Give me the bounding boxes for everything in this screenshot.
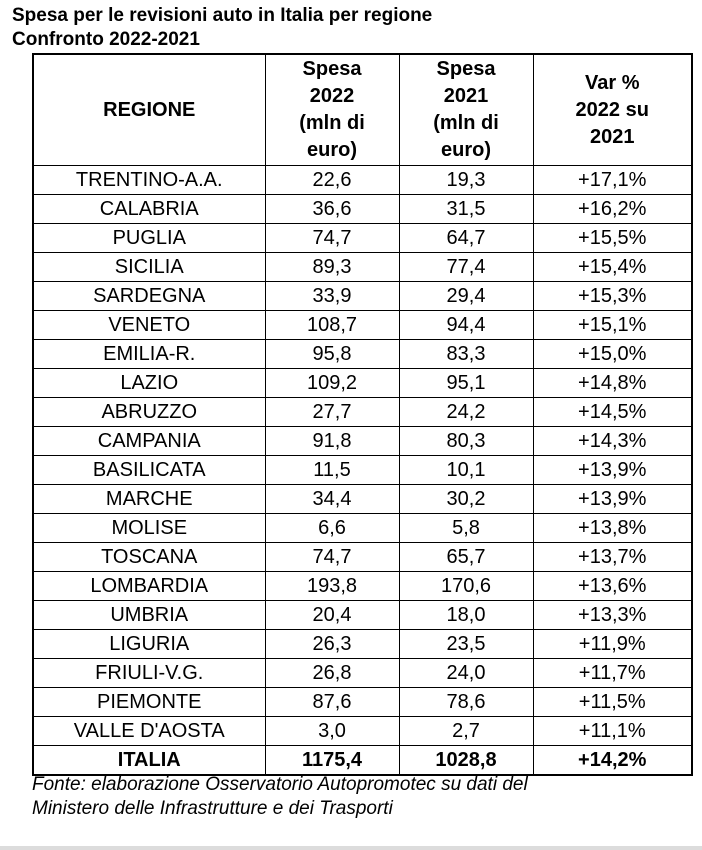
cell-spesa-2022: 91,8 xyxy=(265,427,399,456)
cell-spesa-2021: 94,4 xyxy=(399,311,533,340)
cell-spesa-2021: 65,7 xyxy=(399,543,533,572)
cell-var: +13,6% xyxy=(533,572,692,601)
table-row xyxy=(33,311,692,340)
cell-var: +15,4% xyxy=(533,253,692,282)
header-regione: REGIONE xyxy=(33,54,265,166)
cell-regione: LIGURIA xyxy=(33,630,265,659)
cell-spesa-2022: 11,5 xyxy=(265,456,399,485)
cell-var: +14,5% xyxy=(533,398,692,427)
cell-regione: SICILIA xyxy=(33,253,265,282)
cell-spesa-2021: 170,6 xyxy=(399,572,533,601)
cell-regione: TRENTINO-A.A. xyxy=(33,166,265,195)
table-row xyxy=(33,340,692,369)
cell-regione: UMBRIA xyxy=(33,601,265,630)
cell-spesa-2022: 87,6 xyxy=(265,688,399,717)
cell-spesa-2021: 5,8 xyxy=(399,514,533,543)
cell-spesa-2021: 24,0 xyxy=(399,659,533,688)
table-row xyxy=(33,456,692,485)
total-cell-var: +14,2% xyxy=(533,746,692,776)
table-row xyxy=(33,659,692,688)
cell-var: +16,2% xyxy=(533,195,692,224)
table-row xyxy=(33,601,692,630)
table-row xyxy=(33,398,692,427)
source-note xyxy=(32,773,528,821)
title-line-2: Confronto 2022-2021 xyxy=(12,29,200,50)
cell-var: +14,8% xyxy=(533,369,692,398)
cell-spesa-2021: 95,1 xyxy=(399,369,533,398)
cell-regione: CAMPANIA xyxy=(33,427,265,456)
cell-spesa-2021: 30,2 xyxy=(399,485,533,514)
table-row xyxy=(33,485,692,514)
cell-var: +17,1% xyxy=(533,166,692,195)
table-row xyxy=(33,630,692,659)
cell-var: +11,5% xyxy=(533,688,692,717)
cell-spesa-2021: 78,6 xyxy=(399,688,533,717)
table-row xyxy=(33,166,692,195)
cell-spesa-2021: 29,4 xyxy=(399,282,533,311)
table-row xyxy=(33,427,692,456)
cell-regione: EMILIA-R. xyxy=(33,340,265,369)
cell-var: +13,9% xyxy=(533,485,692,514)
cell-spesa-2021: 2,7 xyxy=(399,717,533,746)
source-line-2: Ministero delle Infrastrutture e dei Trasporti xyxy=(32,798,393,819)
cell-var: +13,3% xyxy=(533,601,692,630)
cell-var: +13,8% xyxy=(533,514,692,543)
table-row xyxy=(33,572,692,601)
table-row xyxy=(33,282,692,311)
total-cell-spesa-2021: 1028,8 xyxy=(399,746,533,776)
header-row xyxy=(33,54,692,166)
cell-regione: MARCHE xyxy=(33,485,265,514)
cell-spesa-2022: 74,7 xyxy=(265,543,399,572)
cell-spesa-2022: 34,4 xyxy=(265,485,399,514)
cell-spesa-2021: 23,5 xyxy=(399,630,533,659)
cell-var: +11,9% xyxy=(533,630,692,659)
cell-spesa-2021: 18,0 xyxy=(399,601,533,630)
cell-var: +11,1% xyxy=(533,717,692,746)
cell-regione: MOLISE xyxy=(33,514,265,543)
cell-spesa-2022: 3,0 xyxy=(265,717,399,746)
cell-spesa-2022: 74,7 xyxy=(265,224,399,253)
cell-regione: PIEMONTE xyxy=(33,688,265,717)
cell-var: +13,9% xyxy=(533,456,692,485)
cell-var: +15,5% xyxy=(533,224,692,253)
cell-regione: SARDEGNA xyxy=(33,282,265,311)
cell-spesa-2022: 89,3 xyxy=(265,253,399,282)
cell-spesa-2022: 6,6 xyxy=(265,514,399,543)
cell-spesa-2021: 19,3 xyxy=(399,166,533,195)
table-row xyxy=(33,195,692,224)
cell-spesa-2022: 26,8 xyxy=(265,659,399,688)
cell-spesa-2022: 95,8 xyxy=(265,340,399,369)
cell-var: +15,1% xyxy=(533,311,692,340)
cell-regione: TOSCANA xyxy=(33,543,265,572)
total-row xyxy=(33,746,692,776)
total-cell-regione: ITALIA xyxy=(33,746,265,776)
cell-regione: CALABRIA xyxy=(33,195,265,224)
cell-spesa-2022: 22,6 xyxy=(265,166,399,195)
cell-regione: FRIULI-V.G. xyxy=(33,659,265,688)
cell-spesa-2022: 20,4 xyxy=(265,601,399,630)
cell-var: +15,3% xyxy=(533,282,692,311)
cell-spesa-2022: 109,2 xyxy=(265,369,399,398)
cell-regione: VENETO xyxy=(33,311,265,340)
cell-spesa-2021: 24,2 xyxy=(399,398,533,427)
bottom-border xyxy=(0,846,702,850)
cell-regione: ABRUZZO xyxy=(33,398,265,427)
cell-spesa-2022: 193,8 xyxy=(265,572,399,601)
document-title xyxy=(12,4,432,52)
cell-var: +15,0% xyxy=(533,340,692,369)
cell-spesa-2021: 31,5 xyxy=(399,195,533,224)
cell-var: +11,7% xyxy=(533,659,692,688)
cell-regione: LOMBARDIA xyxy=(33,572,265,601)
header-spesa-2021: Spesa 2021 (mln di euro) xyxy=(399,54,533,166)
table-body xyxy=(33,166,692,776)
table-row xyxy=(33,688,692,717)
cell-spesa-2021: 80,3 xyxy=(399,427,533,456)
cell-regione: LAZIO xyxy=(33,369,265,398)
revisioni-table xyxy=(32,53,693,776)
table-row xyxy=(33,717,692,746)
cell-spesa-2022: 26,3 xyxy=(265,630,399,659)
cell-spesa-2021: 77,4 xyxy=(399,253,533,282)
cell-spesa-2022: 33,9 xyxy=(265,282,399,311)
cell-regione: PUGLIA xyxy=(33,224,265,253)
cell-spesa-2021: 10,1 xyxy=(399,456,533,485)
table-row xyxy=(33,369,692,398)
cell-spesa-2021: 64,7 xyxy=(399,224,533,253)
table-row xyxy=(33,514,692,543)
cell-spesa-2022: 108,7 xyxy=(265,311,399,340)
table-row xyxy=(33,224,692,253)
cell-spesa-2021: 83,3 xyxy=(399,340,533,369)
cell-spesa-2022: 36,6 xyxy=(265,195,399,224)
cell-var: +13,7% xyxy=(533,543,692,572)
total-cell-spesa-2022: 1175,4 xyxy=(265,746,399,776)
title-line-1: Spesa per le revisioni auto in Italia per regione xyxy=(12,5,433,26)
table-row xyxy=(33,543,692,572)
source-line-1: Fonte: elaborazione Osservatorio Autopromotec su dati del xyxy=(32,774,528,795)
table-row xyxy=(33,253,692,282)
cell-spesa-2022: 27,7 xyxy=(265,398,399,427)
header-var-percent: Var % 2022 su 2021 xyxy=(533,54,692,166)
cell-var: +14,3% xyxy=(533,427,692,456)
header-spesa-2022: Spesa 2022 (mln di euro) xyxy=(265,54,399,166)
cell-regione: VALLE D'AOSTA xyxy=(33,717,265,746)
cell-regione: BASILICATA xyxy=(33,456,265,485)
